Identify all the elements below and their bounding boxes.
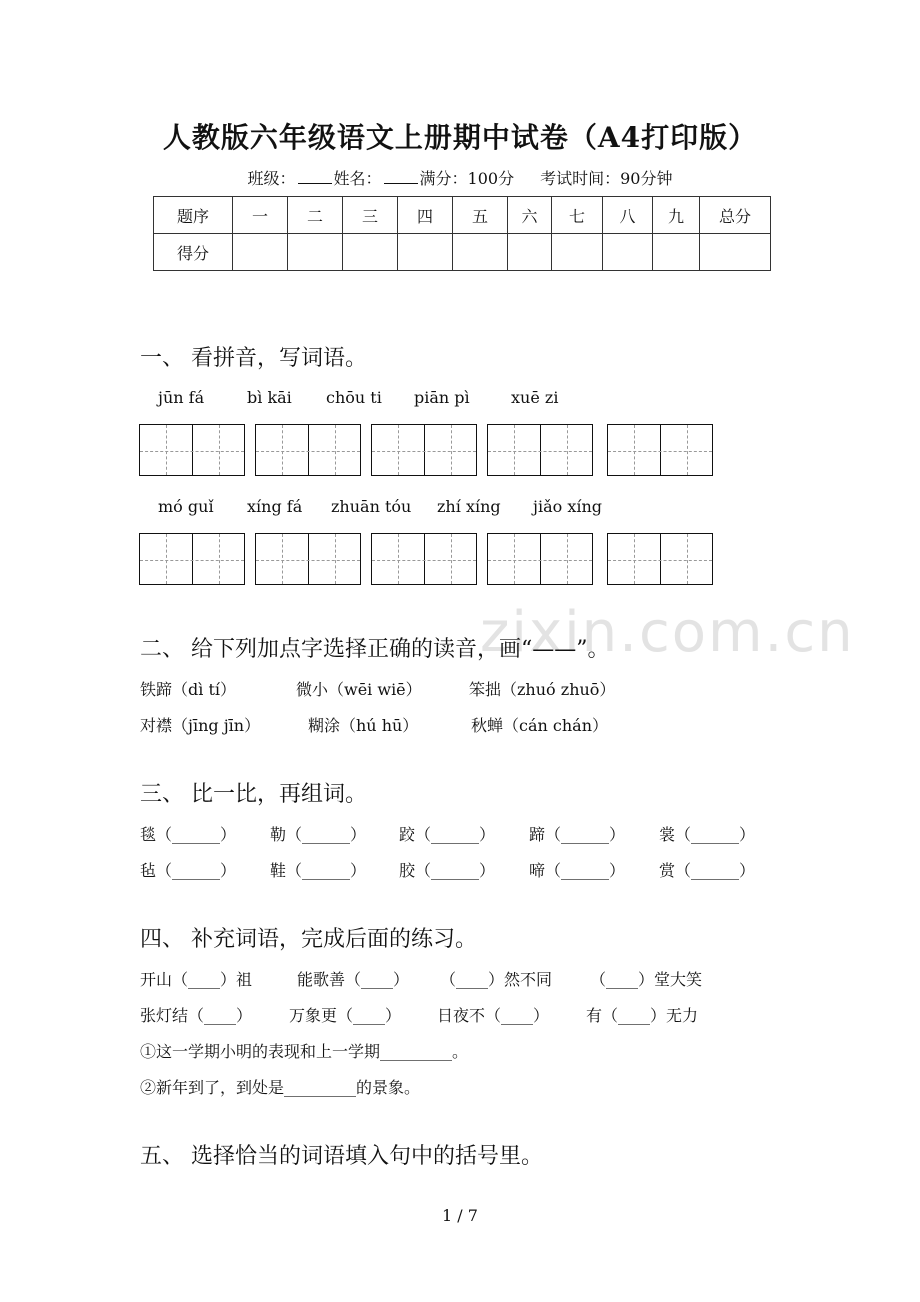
pinyin-label: zhuān tóu	[331, 497, 412, 516]
score-table-header-row	[154, 197, 771, 234]
writing-grid[interactable]	[487, 533, 593, 585]
idiom-blank[interactable]: 有（____）无力	[586, 1006, 699, 1025]
score-cell[interactable]	[343, 234, 398, 271]
table-cell: 二	[288, 197, 343, 234]
writing-grid[interactable]	[255, 424, 361, 476]
reading-choice: 微小（wēi wiē）	[296, 680, 422, 699]
reading-choice: 对襟（jīng jīn）	[140, 716, 261, 735]
score-cell[interactable]	[700, 234, 771, 271]
word-blank[interactable]: 赏（______）	[659, 861, 756, 880]
word-blank[interactable]: 毡（______）	[140, 861, 237, 880]
table-cell: 一	[233, 197, 288, 234]
page-title: 人教版六年级语文上册期中试卷（A4打印版）	[162, 121, 758, 154]
score-table-row	[154, 234, 771, 271]
writing-grid[interactable]	[607, 533, 713, 585]
question-1[interactable]: ①这一学期小明的表现和上一学期_________。	[140, 1042, 469, 1061]
writing-grid[interactable]	[371, 424, 477, 476]
score-cell[interactable]	[233, 234, 288, 271]
writing-grid[interactable]	[607, 424, 713, 476]
table-cell: 六	[508, 197, 552, 234]
word-blank[interactable]: 胶（______）	[399, 861, 496, 880]
table-cell: 五	[453, 197, 508, 234]
writing-grid[interactable]	[487, 424, 593, 476]
score-cell[interactable]	[552, 234, 603, 271]
student-info-line	[0, 166, 920, 189]
idiom-blank[interactable]: 张灯结（____）	[140, 1006, 253, 1025]
table-cell: 九	[653, 197, 700, 234]
word-blank[interactable]: 跤（______）	[399, 825, 496, 844]
watermark: zixin.com.cn	[480, 600, 855, 665]
table-cell: 题序	[154, 197, 233, 234]
score-table	[153, 196, 771, 271]
writing-grid[interactable]	[139, 424, 245, 476]
table-cell: 得分	[154, 234, 233, 271]
table-cell: 四	[398, 197, 453, 234]
section-4-heading: 四、 补充词语，完成后面的练习。	[140, 927, 477, 952]
table-cell: 八	[603, 197, 653, 234]
score-cell[interactable]	[398, 234, 453, 271]
section-3-heading: 三、 比一比，再组词。	[140, 782, 367, 807]
section-5-heading: 五、 选择恰当的词语填入句中的括号里。	[140, 1144, 543, 1169]
name-label: 姓名：	[333, 169, 382, 188]
pinyin-label: zhí xíng	[437, 497, 501, 516]
pinyin-label: mó guǐ	[158, 497, 214, 516]
idiom-blank[interactable]: 日夜不（____）	[437, 1006, 550, 1025]
pinyin-label: xíng fá	[247, 497, 303, 516]
pinyin-label: jiǎo xíng	[533, 497, 603, 516]
score-cell[interactable]	[288, 234, 343, 271]
idiom-blank[interactable]: （____）然不同	[440, 970, 553, 989]
pinyin-label: piān pì	[414, 388, 470, 407]
name-blank[interactable]	[384, 169, 418, 184]
idiom-blank[interactable]: 能歌善（____）	[297, 970, 410, 989]
writing-grid[interactable]	[139, 533, 245, 585]
pinyin-label: chōu ti	[326, 388, 382, 407]
reading-choice: 糊涂（hú hū）	[308, 716, 419, 735]
word-blank[interactable]: 蹄（______）	[529, 825, 626, 844]
pinyin-label: jūn fá	[158, 388, 205, 407]
pinyin-label: bì kāi	[247, 388, 292, 407]
full-score: 满分：100分	[419, 169, 515, 188]
class-label: 班级：	[247, 169, 296, 188]
word-blank[interactable]: 鞋（______）	[270, 861, 367, 880]
page-number: 1 / 7	[442, 1206, 478, 1225]
reading-choice: 铁蹄（dì tí）	[140, 680, 236, 699]
score-cell[interactable]	[453, 234, 508, 271]
word-blank[interactable]: 勒（______）	[270, 825, 367, 844]
question-2[interactable]: ②新年到了，到处是_________的景象。	[140, 1078, 421, 1097]
idiom-blank[interactable]: （____）堂大笑	[590, 970, 703, 989]
table-cell: 七	[552, 197, 603, 234]
table-cell: 总分	[700, 197, 771, 234]
reading-choice: 秋蝉（cán chán）	[471, 716, 609, 735]
score-cell[interactable]	[603, 234, 653, 271]
reading-choice: 笨拙（zhuó zhuō）	[469, 680, 616, 699]
word-blank[interactable]: 毯（______）	[140, 825, 237, 844]
score-cell[interactable]	[653, 234, 700, 271]
pinyin-label: xuē zi	[511, 388, 559, 407]
score-cell[interactable]	[508, 234, 552, 271]
word-blank[interactable]: 裳（______）	[659, 825, 756, 844]
section-1-heading: 一、 看拼音，写词语。	[140, 346, 367, 371]
word-blank[interactable]: 啼（______）	[529, 861, 626, 880]
table-cell: 三	[343, 197, 398, 234]
idiom-blank[interactable]: 开山（____）祖	[140, 970, 253, 989]
writing-grid[interactable]	[371, 533, 477, 585]
idiom-blank[interactable]: 万象更（____）	[289, 1006, 402, 1025]
class-blank[interactable]	[298, 169, 332, 184]
exam-time: 考试时间：90分钟	[540, 169, 673, 188]
writing-grid[interactable]	[255, 533, 361, 585]
section-2-heading: 二、 给下列加点字选择正确的读音，画“——”。	[140, 637, 610, 662]
